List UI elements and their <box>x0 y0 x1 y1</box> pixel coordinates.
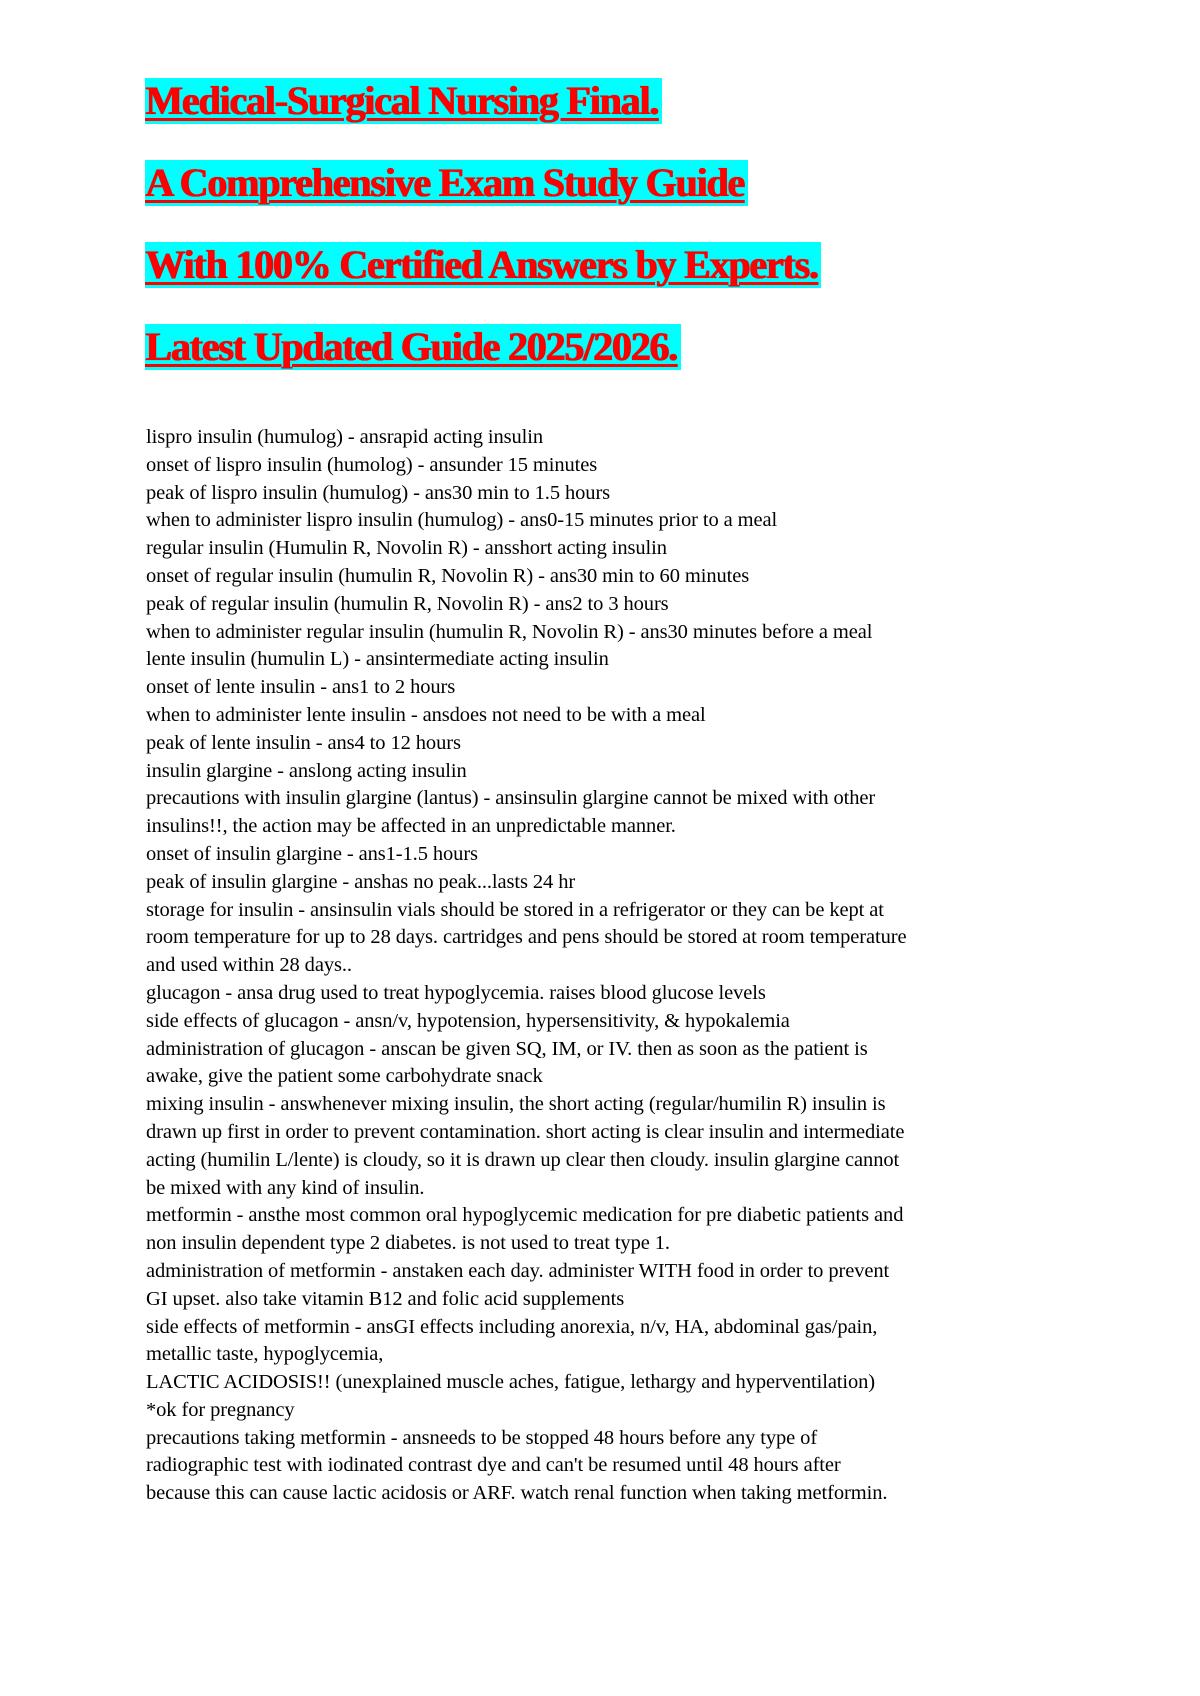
text-line: mixing insulin - answhenever mixing insulin, the short acting (regular/humilin R) insulin is <box>146 1093 886 1116</box>
document-edition: Latest Updated Guide 2025/2026. <box>145 324 681 370</box>
text-line: side effects of glucagon - ansn/v, hypotension, hypersensitivity, & hypokalemia <box>146 1009 790 1032</box>
document-tagline: With 100% Certified Answers by Experts. <box>145 242 821 288</box>
text-line: peak of lente insulin - ans4 to 12 hours <box>146 731 461 754</box>
text-line: administration of glucagon - anscan be given SQ, IM, or IV. then as soon as the patient is <box>146 1037 868 1060</box>
text-line: be mixed with any kind of insulin. <box>146 1176 425 1199</box>
text-line: GI upset. also take vitamin B12 and folic acid supplements <box>146 1287 625 1310</box>
text-line: glucagon - ansa drug used to treat hypoglycemia. raises blood glucose levels <box>146 981 766 1004</box>
text-line: administration of metformin - anstaken each day. administer WITH food in order to prevent <box>146 1259 890 1282</box>
text-line: precautions with insulin glargine (lantus) - ansinsulin glargine cannot be mixed with other <box>146 787 876 810</box>
text-line: *ok for pregnancy <box>146 1398 295 1421</box>
text-line: insulin glargine - anslong acting insulin <box>146 759 467 782</box>
text-line: radiographic test with iodinated contrast dye and can't be resumed until 48 hours after <box>146 1454 841 1477</box>
title-line-2 <box>145 160 821 242</box>
text-line: peak of regular insulin (humulin R, Novolin R) - ans2 to 3 hours <box>146 592 669 615</box>
text-line: side effects of metformin - ansGI effects including anorexia, n/v, HA, abdominal gas/pain, <box>146 1315 878 1338</box>
title-line-1 <box>145 78 821 160</box>
text-line: when to administer lispro insulin (humulog) - ans0-15 minutes prior to a meal <box>146 509 778 532</box>
text-line: room temperature for up to 28 days. cartridges and pens should be stored at room temperature <box>146 926 907 949</box>
text-line: onset of lispro insulin (humolog) - ansunder 15 minutes <box>146 453 598 476</box>
text-line: non insulin dependent type 2 diabetes. is not used to treat type 1. <box>146 1232 670 1255</box>
text-line: insulins!!, the action may be affected in an unpredictable manner. <box>146 815 676 838</box>
text-line: regular insulin (Humulin R, Novolin R) - ansshort acting insulin <box>146 537 667 560</box>
title-block <box>145 78 821 406</box>
text-line: lente insulin (humulin L) - ansintermediate acting insulin <box>146 648 609 671</box>
text-line: acting (humilin L/lente) is cloudy, so it is drawn up clear then cloudy. insulin glargine cannot <box>146 1148 900 1171</box>
title-line-3 <box>145 242 821 324</box>
text-line: awake, give the patient some carbohydrate snack <box>146 1065 543 1088</box>
text-line: peak of insulin glargine - anshas no peak...lasts 24 hr <box>146 870 576 893</box>
text-line: precautions taking metformin - ansneeds to be stopped 48 hours before any type of <box>146 1426 818 1449</box>
text-line: because this can cause lactic acidosis or ARF. watch renal function when taking metformin. <box>146 1482 888 1505</box>
text-line: when to administer lente insulin - ansdoes not need to be with a meal <box>146 703 706 726</box>
document-title: Medical-Surgical Nursing Final. <box>145 78 662 124</box>
text-line: onset of regular insulin (humulin R, Novolin R) - ans30 min to 60 minutes <box>146 564 750 587</box>
text-line: storage for insulin - ansinsulin vials should be stored in a refrigerator or they can be kept at <box>146 898 884 921</box>
text-line: metformin - ansthe most common oral hypoglycemic medication for pre diabetic patients and <box>146 1204 904 1227</box>
study-guide-body <box>146 424 1086 1508</box>
text-line: LACTIC ACIDOSIS!! (unexplained muscle aches, fatigue, lethargy and hyperventilation) <box>146 1371 876 1394</box>
title-line-4 <box>145 324 821 406</box>
text-line: onset of lente insulin - ans1 to 2 hours <box>146 676 456 699</box>
text-line: when to administer regular insulin (humulin R, Novolin R) - ans30 minutes before a meal <box>146 620 873 643</box>
text-line: onset of insulin glargine - ans1-1.5 hours <box>146 842 478 865</box>
text-line: and used within 28 days.. <box>146 954 352 977</box>
text-line: metallic taste, hypoglycemia, <box>146 1343 384 1366</box>
text-line: drawn up first in order to prevent contamination. short acting is clear insulin and intermediate <box>146 1120 905 1143</box>
document-subtitle: A Comprehensive Exam Study Guide <box>145 160 748 206</box>
text-line: peak of lispro insulin (humulog) - ans30 min to 1.5 hours <box>146 481 611 504</box>
text-line: lispro insulin (humulog) - ansrapid acting insulin <box>146 426 543 448</box>
